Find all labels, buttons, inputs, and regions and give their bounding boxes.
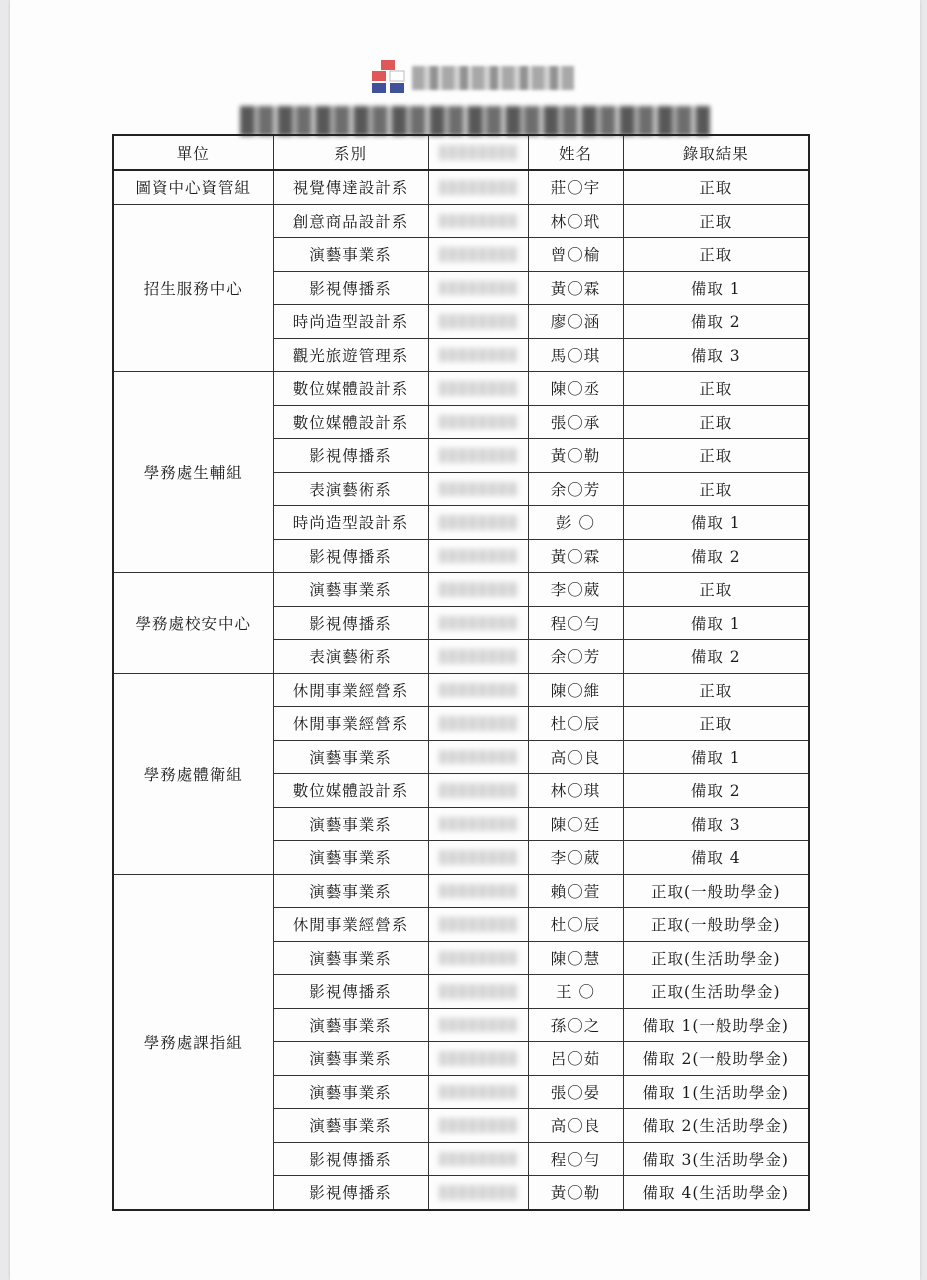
result-cell: 備取 2(一般助學金) bbox=[623, 1042, 809, 1076]
department-cell: 休閒事業經營系 bbox=[273, 673, 428, 707]
result-cell: 備取 2 bbox=[623, 539, 809, 573]
unit-cell: 招生服務中心 bbox=[113, 204, 273, 372]
student-id-redacted bbox=[428, 941, 528, 975]
table-row bbox=[113, 874, 809, 908]
student-id-redacted bbox=[428, 204, 528, 238]
result-cell: 備取 2(生活助學金) bbox=[623, 1109, 809, 1143]
table-row bbox=[113, 573, 809, 607]
name-cell: 高〇良 bbox=[528, 1109, 623, 1143]
name-cell: 李〇葳 bbox=[528, 573, 623, 607]
name-cell: 程〇勻 bbox=[528, 1142, 623, 1176]
student-id-redacted bbox=[428, 1142, 528, 1176]
unit-cell: 圖資中心資管組 bbox=[113, 170, 273, 204]
department-cell: 表演藝術系 bbox=[273, 640, 428, 674]
department-cell: 表演藝術系 bbox=[273, 472, 428, 506]
name-cell: 曾〇榆 bbox=[528, 238, 623, 272]
result-cell: 備取 4(生活助學金) bbox=[623, 1176, 809, 1210]
department-cell: 休閒事業經營系 bbox=[273, 908, 428, 942]
header-department: 系別 bbox=[273, 135, 428, 170]
student-id-redacted bbox=[428, 908, 528, 942]
name-cell: 馬〇琪 bbox=[528, 338, 623, 372]
name-cell: 林〇玳 bbox=[528, 204, 623, 238]
result-cell: 正取 bbox=[623, 238, 809, 272]
name-cell: 黃〇霖 bbox=[528, 271, 623, 305]
result-cell: 備取 2 bbox=[623, 305, 809, 339]
department-cell: 影視傳播系 bbox=[273, 975, 428, 1009]
name-cell: 張〇承 bbox=[528, 405, 623, 439]
name-cell: 賴〇萱 bbox=[528, 874, 623, 908]
department-cell: 演藝事業系 bbox=[273, 1075, 428, 1109]
student-id-redacted bbox=[428, 170, 528, 204]
student-id-redacted bbox=[428, 1042, 528, 1076]
result-cell: 正取 bbox=[623, 372, 809, 406]
department-cell: 視覺傳達設計系 bbox=[273, 170, 428, 204]
department-cell: 數位媒體設計系 bbox=[273, 774, 428, 808]
name-cell: 陳〇丞 bbox=[528, 372, 623, 406]
student-id-redacted bbox=[428, 439, 528, 473]
name-cell: 黃〇勒 bbox=[528, 439, 623, 473]
student-id-redacted bbox=[428, 1075, 528, 1109]
student-id-redacted bbox=[428, 372, 528, 406]
result-cell: 備取 3 bbox=[623, 807, 809, 841]
student-id-redacted bbox=[428, 841, 528, 875]
department-cell: 影視傳播系 bbox=[273, 271, 428, 305]
department-cell: 演藝事業系 bbox=[273, 740, 428, 774]
student-id-redacted bbox=[428, 539, 528, 573]
name-cell: 黃〇霖 bbox=[528, 539, 623, 573]
department-cell: 影視傳播系 bbox=[273, 1176, 428, 1210]
student-id-redacted bbox=[428, 740, 528, 774]
student-id-redacted bbox=[428, 238, 528, 272]
student-id-redacted bbox=[428, 1176, 528, 1210]
table-row bbox=[113, 204, 809, 238]
name-cell: 余〇芳 bbox=[528, 472, 623, 506]
result-cell: 備取 1 bbox=[623, 606, 809, 640]
student-id-redacted bbox=[428, 606, 528, 640]
result-cell: 正取 bbox=[623, 170, 809, 204]
student-id-redacted bbox=[428, 305, 528, 339]
unit-cell: 學務處校安中心 bbox=[113, 573, 273, 674]
department-cell: 數位媒體設計系 bbox=[273, 372, 428, 406]
name-cell: 李〇葳 bbox=[528, 841, 623, 875]
name-cell: 莊〇宇 bbox=[528, 170, 623, 204]
department-cell: 時尚造型設計系 bbox=[273, 305, 428, 339]
name-cell: 高〇良 bbox=[528, 740, 623, 774]
result-cell: 正取 bbox=[623, 707, 809, 741]
student-id-redacted bbox=[428, 673, 528, 707]
student-id-redacted bbox=[428, 707, 528, 741]
result-cell: 備取 2 bbox=[623, 640, 809, 674]
admission-table bbox=[112, 134, 810, 1211]
result-cell: 正取 bbox=[623, 405, 809, 439]
student-id-redacted bbox=[428, 573, 528, 607]
department-cell: 時尚造型設計系 bbox=[273, 506, 428, 540]
name-cell: 廖〇涵 bbox=[528, 305, 623, 339]
student-id-redacted bbox=[428, 472, 528, 506]
result-cell: 正取(生活助學金) bbox=[623, 975, 809, 1009]
department-cell: 演藝事業系 bbox=[273, 1008, 428, 1042]
name-cell: 張〇晏 bbox=[528, 1075, 623, 1109]
department-cell: 演藝事業系 bbox=[273, 1109, 428, 1143]
name-cell: 陳〇廷 bbox=[528, 807, 623, 841]
department-cell: 影視傳播系 bbox=[273, 539, 428, 573]
table-row bbox=[113, 673, 809, 707]
school-logo-icon bbox=[372, 60, 406, 94]
result-cell: 正取 bbox=[623, 439, 809, 473]
result-cell: 備取 1(一般助學金) bbox=[623, 1008, 809, 1042]
department-cell: 創意商品設計系 bbox=[273, 204, 428, 238]
result-cell: 正取 bbox=[623, 204, 809, 238]
name-cell: 王 〇 bbox=[528, 975, 623, 1009]
header-name: 姓名 bbox=[528, 135, 623, 170]
student-id-redacted bbox=[428, 1109, 528, 1143]
table-row bbox=[113, 372, 809, 406]
student-id-redacted bbox=[428, 807, 528, 841]
result-cell: 正取(生活助學金) bbox=[623, 941, 809, 975]
name-cell: 黃〇勒 bbox=[528, 1176, 623, 1210]
result-cell: 備取 1 bbox=[623, 271, 809, 305]
result-cell: 正取(一般助學金) bbox=[623, 874, 809, 908]
department-cell: 觀光旅遊管理系 bbox=[273, 338, 428, 372]
name-cell: 杜〇辰 bbox=[528, 707, 623, 741]
department-cell: 演藝事業系 bbox=[273, 874, 428, 908]
result-cell: 備取 1 bbox=[623, 506, 809, 540]
result-cell: 正取 bbox=[623, 472, 809, 506]
student-id-redacted bbox=[428, 774, 528, 808]
name-cell: 林〇琪 bbox=[528, 774, 623, 808]
name-cell: 陳〇慧 bbox=[528, 941, 623, 975]
department-cell: 演藝事業系 bbox=[273, 941, 428, 975]
school-logo bbox=[372, 58, 582, 98]
department-cell: 休閒事業經營系 bbox=[273, 707, 428, 741]
header-student-id-redacted bbox=[428, 135, 528, 170]
unit-cell: 學務處生輔組 bbox=[113, 372, 273, 573]
department-cell: 影視傳播系 bbox=[273, 1142, 428, 1176]
unit-cell: 學務處體衛組 bbox=[113, 673, 273, 874]
department-cell: 演藝事業系 bbox=[273, 807, 428, 841]
name-cell: 陳〇維 bbox=[528, 673, 623, 707]
department-cell: 演藝事業系 bbox=[273, 841, 428, 875]
student-id-redacted bbox=[428, 271, 528, 305]
table-body bbox=[113, 170, 809, 1210]
unit-cell: 學務處課指組 bbox=[113, 874, 273, 1210]
name-cell: 余〇芳 bbox=[528, 640, 623, 674]
department-cell: 影視傳播系 bbox=[273, 606, 428, 640]
result-cell: 正取(一般助學金) bbox=[623, 908, 809, 942]
document-title-redacted bbox=[240, 106, 710, 136]
table-row bbox=[113, 170, 809, 204]
result-cell: 備取 2 bbox=[623, 774, 809, 808]
result-cell: 備取 3 bbox=[623, 338, 809, 372]
department-cell: 演藝事業系 bbox=[273, 238, 428, 272]
header-unit: 單位 bbox=[113, 135, 273, 170]
result-cell: 備取 4 bbox=[623, 841, 809, 875]
student-id-redacted bbox=[428, 640, 528, 674]
school-name-redacted bbox=[412, 66, 574, 90]
department-cell: 數位媒體設計系 bbox=[273, 405, 428, 439]
result-cell: 備取 1 bbox=[623, 740, 809, 774]
student-id-redacted bbox=[428, 975, 528, 1009]
department-cell: 演藝事業系 bbox=[273, 1042, 428, 1076]
name-cell: 彭 〇 bbox=[528, 506, 623, 540]
department-cell: 影視傳播系 bbox=[273, 439, 428, 473]
result-cell: 備取 3(生活助學金) bbox=[623, 1142, 809, 1176]
student-id-redacted bbox=[428, 874, 528, 908]
result-cell: 正取 bbox=[623, 673, 809, 707]
student-id-redacted bbox=[428, 338, 528, 372]
student-id-redacted bbox=[428, 405, 528, 439]
name-cell: 杜〇辰 bbox=[528, 908, 623, 942]
result-cell: 備取 1(生活助學金) bbox=[623, 1075, 809, 1109]
result-cell: 正取 bbox=[623, 573, 809, 607]
name-cell: 程〇勻 bbox=[528, 606, 623, 640]
student-id-redacted bbox=[428, 1008, 528, 1042]
header-result: 錄取結果 bbox=[623, 135, 809, 170]
table-header-row bbox=[113, 135, 809, 170]
name-cell: 呂〇茹 bbox=[528, 1042, 623, 1076]
name-cell: 孫〇之 bbox=[528, 1008, 623, 1042]
department-cell: 演藝事業系 bbox=[273, 573, 428, 607]
student-id-redacted bbox=[428, 506, 528, 540]
